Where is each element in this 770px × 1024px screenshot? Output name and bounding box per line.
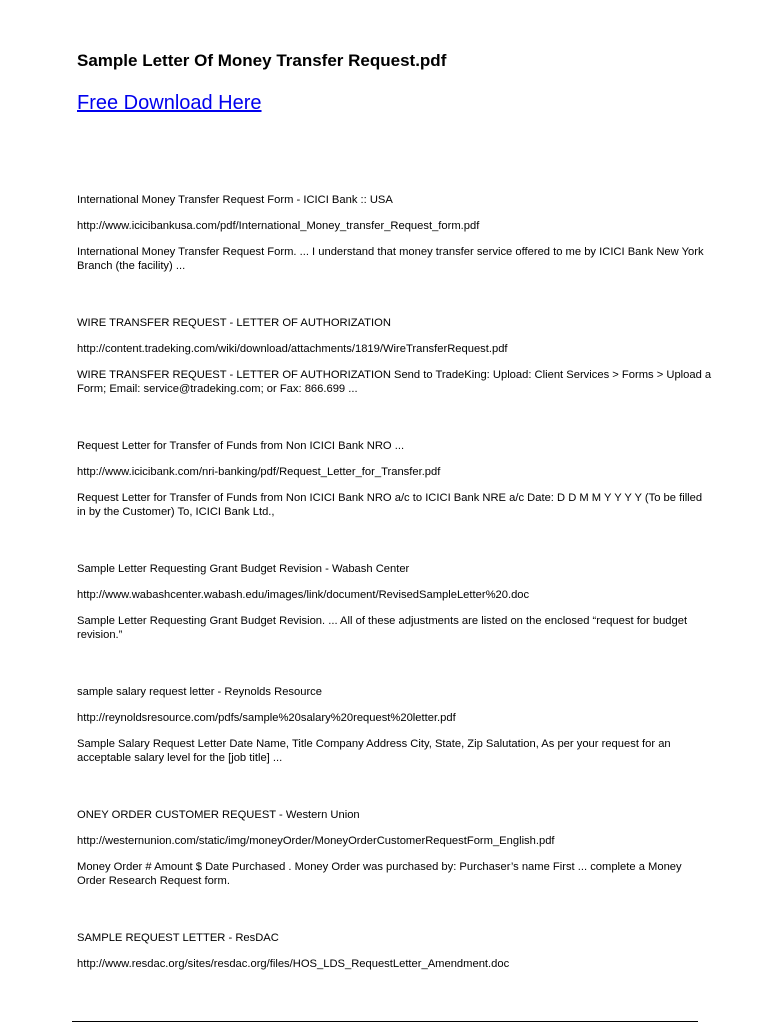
entry-description: Sample Letter Requesting Grant Budget Revision. ... All of these adjustments are listed on the enclosed “request for budget revision.” bbox=[77, 615, 688, 641]
result-list bbox=[77, 193, 717, 1014]
entry-url: http://www.icicibank.com/nri-banking/pdf/Request_Letter_for_Transfer.pdf bbox=[77, 466, 441, 478]
entry-title: WIRE TRANSFER REQUEST - LETTER OF AUTHORIZATION bbox=[77, 317, 391, 329]
entry-description: WIRE TRANSFER REQUEST - LETTER OF AUTHORIZATION Send to TradeKing: Upload: Client Services > Forms > Upload a Form; Email: service@tradeking.com; or Fax: 866.699 ... bbox=[77, 369, 712, 395]
entry-description: Sample Salary Request Letter Date Name, Title Company Address City, State, Zip Salutation, As per your request for an acceptable salary level for the [job title] ... bbox=[77, 738, 671, 764]
entry-title: International Money Transfer Request Form - ICICI Bank :: USA bbox=[77, 194, 393, 206]
footer-divider bbox=[72, 1021, 698, 1022]
entry-url: http://westernunion.com/static/img/moneyOrder/MoneyOrderCustomerRequestForm_English.pdf bbox=[77, 835, 555, 847]
list-item bbox=[77, 685, 717, 765]
list-item bbox=[77, 193, 717, 273]
entry-title: sample salary request letter - Reynolds Resource bbox=[77, 686, 322, 698]
list-item bbox=[77, 808, 717, 888]
entry-title: Sample Letter Requesting Grant Budget Revision - Wabash Center bbox=[77, 563, 410, 575]
entry-description: International Money Transfer Request Form. ... I understand that money transfer service offered to me by ICICI Bank New York Branch (the facility) ... bbox=[77, 246, 704, 272]
entry-url: http://reynoldsresource.com/pdfs/sample%20salary%20request%20letter.pdf bbox=[77, 712, 456, 724]
list-item bbox=[77, 562, 717, 642]
entry-title: Request Letter for Transfer of Funds from Non ICICI Bank NRO ... bbox=[77, 440, 405, 452]
entry-url: http://www.wabashcenter.wabash.edu/images/link/document/RevisedSampleLetter%20.doc bbox=[77, 589, 530, 601]
document-title: Sample Letter Of Money Transfer Request.pdf bbox=[77, 51, 447, 70]
entry-title: SAMPLE REQUEST LETTER - ResDAC bbox=[77, 932, 279, 944]
list-item bbox=[77, 316, 717, 396]
list-item bbox=[77, 439, 717, 519]
entry-description: Money Order # Amount $ Date Purchased . Money Order was purchased by: Purchaser’s name First ... complete a Money Order Research Request form. bbox=[77, 861, 682, 887]
entry-url: http://content.tradeking.com/wiki/download/attachments/1819/WireTransferRequest.pdf bbox=[77, 343, 508, 355]
entry-description: Request Letter for Transfer of Funds from Non ICICI Bank NRO a/c to ICICI Bank NRE a/c Date: D D M M Y Y Y Y (To be filled in by the Customer) To, ICICI Bank Ltd., bbox=[77, 492, 703, 518]
entry-url: http://www.icicibankusa.com/pdf/International_Money_transfer_Request_form.pdf bbox=[77, 220, 480, 232]
free-download-link[interactable]: Free Download Here bbox=[77, 92, 262, 114]
list-item bbox=[77, 931, 717, 971]
entry-url: http://www.resdac.org/sites/resdac.org/files/HOS_LDS_RequestLetter_Amendment.doc bbox=[77, 958, 510, 970]
entry-title: ONEY ORDER CUSTOMER REQUEST - Western Union bbox=[77, 809, 360, 821]
